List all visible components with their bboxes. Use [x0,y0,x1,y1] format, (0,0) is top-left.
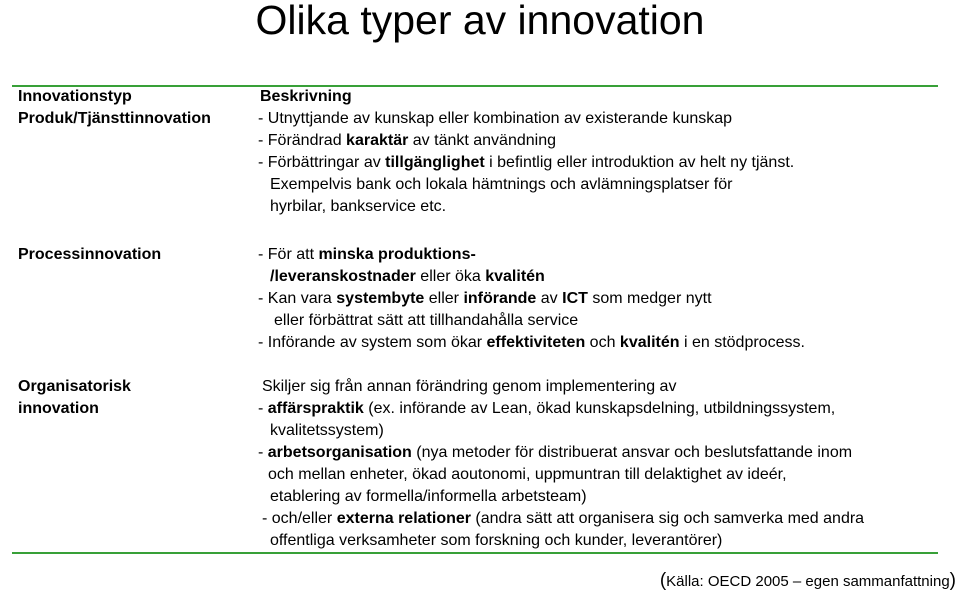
desc-line [258,174,794,196]
emphasis-text: kvalitén [619,334,680,351]
plain-text: Skiljer sig från annan förändring genom implementering av [262,378,677,395]
plain-text: (nya metoder för distribuerat ansvar och beslutsfattande inom [411,444,853,461]
source-open-paren: ( [659,570,667,591]
desc-line [258,486,864,508]
emphasis-text: externa relationer [336,510,471,527]
row-type-process [18,244,161,266]
desc-line [258,376,864,398]
emphasis-text: ICT [562,290,588,307]
row-type-organisational [18,376,131,420]
emphasis-text: /leveranskostnader [270,268,416,285]
plain-text: - Införande av system som ökar [258,334,487,351]
desc-line [258,310,805,332]
emphasis-text: karaktär [346,132,409,149]
row-description-process [258,244,805,354]
desc-line [258,464,864,486]
plain-text: i en stödprocess. [679,334,805,351]
row-type-line: Produk/Tjänsttinnovation [18,110,211,127]
desc-line [258,508,864,530]
plain-text: kvalitetssystem) [270,422,384,439]
desc-line [258,130,794,152]
emphasis-text: arbetsorganisation [267,444,412,461]
row-type-line: innovation [18,400,99,417]
header-type: Innovationstyp [18,88,132,105]
plain-text: - Utnyttjande av kunskap eller kombination av existerande kunskap [258,110,733,127]
plain-text: eller förbättrat sätt att tillhandahålla service [274,312,579,329]
plain-text: som medger nytt [587,290,712,307]
plain-text: - [258,400,268,417]
desc-line [258,420,864,442]
plain-text: - Kan vara [258,290,337,307]
plain-text: offentliga verksamheter som forskning och kunder, leverantörer) [270,532,723,549]
plain-text: av tänkt användning [408,132,556,149]
desc-line [258,196,794,218]
plain-text: och mellan enheter, ökad aoutonomi, uppmuntran till delaktighet av ideér, [268,466,787,483]
emphasis-text: kvalitén [485,268,545,285]
header-description: Beskrivning [260,88,352,105]
row-description-organisational [258,376,864,552]
plain-text: Exempelvis bank och lokala hämtnings och avlämningsplatser för [270,176,733,193]
plain-text: eller öka [415,268,486,285]
plain-text: i befintlig eller introduktion av helt ny tjänst. [484,154,795,171]
plain-text: (andra sätt att organisera sig och samverka med andra [470,510,865,527]
desc-line [258,244,805,266]
plain-text: eller [424,290,464,307]
plain-text: etablering av formella/informella arbetsteam) [270,488,587,505]
source-close-paren: ) [949,570,956,591]
plain-text: (ex. införande av Lean, ökad kunskapsdelning, utbildningssystem, [363,400,836,417]
table-top-rule [12,85,938,87]
table-bottom-rule [12,552,938,554]
plain-text: - [258,444,268,461]
desc-line [258,530,864,552]
plain-text: och [585,334,620,351]
desc-line [258,442,864,464]
row-type-line: Processinnovation [18,246,162,263]
desc-line [258,332,805,354]
slide-title: Olika typer av innovation [255,0,705,43]
emphasis-text: tillgänglighet [385,154,485,171]
source-text: Källa: OECD 2005 – egen sammanfattning [666,573,950,590]
emphasis-text: affärspraktik [267,400,364,417]
row-type-product [18,108,211,130]
emphasis-text: effektiviteten [486,334,586,351]
desc-line [258,152,794,174]
source-note [660,570,956,593]
row-description-product [258,108,794,218]
row-type-line: Organisatorisk [18,378,131,395]
plain-text: - För att [258,246,319,263]
desc-line [258,398,864,420]
plain-text: av [536,290,563,307]
desc-line [258,266,805,288]
desc-line [258,288,805,310]
desc-line [258,108,794,130]
plain-text: - Förbättringar av [258,154,386,171]
plain-text: - och/eller [262,510,337,527]
emphasis-text: införande [463,290,537,307]
emphasis-text: minska produktions- [318,246,476,263]
plain-text: - Förändrad [258,132,347,149]
plain-text: hyrbilar, bankservice etc. [270,198,447,215]
emphasis-text: systembyte [336,290,425,307]
